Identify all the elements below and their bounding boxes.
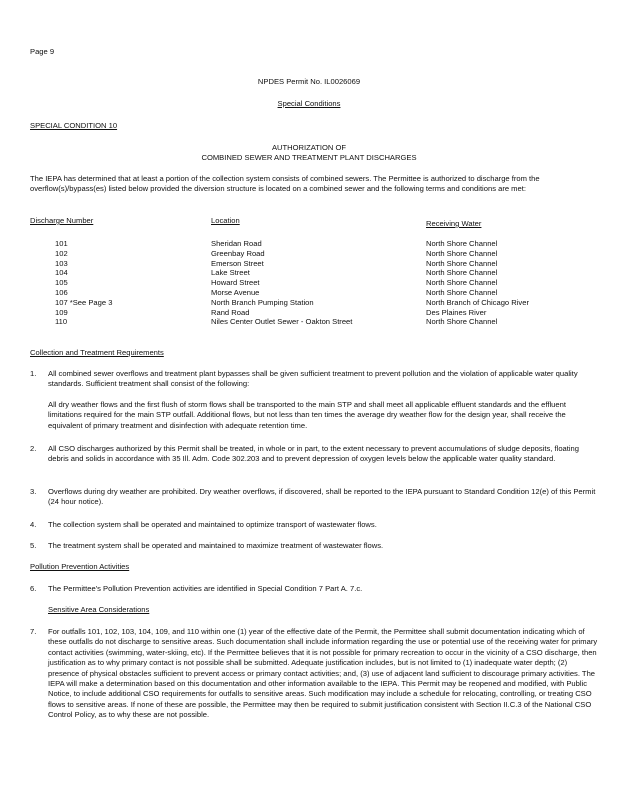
discharge-number-cell: 103 xyxy=(55,258,68,268)
intro-paragraph: The IEPA has determined that at least a portion of the collection system consists of combined sewers. The Permittee is authorized to discharge from the overflow(s)/bypass(es) listed below provided the diversion structure is located on a combined sewer and the following terms and conditions are met: xyxy=(30,174,540,194)
collection-treatment-heading: Collection and Treatment Requirements xyxy=(30,348,164,357)
permit-number: NPDES Permit No. IL0026069 xyxy=(257,77,361,86)
item-2-number: 2. xyxy=(30,444,37,453)
receiving-water-cell: North Shore Channel xyxy=(426,268,498,278)
receiving-water-cell: Des Plaines River xyxy=(426,307,487,317)
special-condition-number: SPECIAL CONDITION 10 xyxy=(30,121,118,130)
page-label: Page 9 xyxy=(30,47,55,56)
column-header-location: Location xyxy=(211,216,240,225)
item-7-number: 7. xyxy=(30,627,37,636)
column-header-receiving-water: Receiving Water xyxy=(426,219,482,228)
receiving-water-cell: North Shore Channel xyxy=(426,317,498,327)
item-7-text: For outfalls 101, 102, 103, 104, 109, and 110 within one (1) year of the effective date of the Permit, the Permittee shall submit documentation indicating which of these outfalls do not discharge to sensitive areas. Such documentation shall include information regarding the use or potential use of the receiving water for primary contact activities (swimming, water-skiing, etc). If the Permittee believes that it is not possible for primary recreation to occur in the vicinity of a CSO discharge, then justification as to why primary contact is not possible shall be submitted. Adequate justification includes, but is not limited to (1) inadequate water depth; (2) presence of physical obstacles sufficient to prevent access or primary contact activities; and, (3) use of adjacent land sufficient to discourage primary activities. The IEPA will make a determination based on this documentation and other information available to the IEPA. This Permit may be reopened and modified, with Public Notice, to include additional CSO requirements for outfalls to sensitive areas. Such modification may include a schedule for relocating, controlling, or treating CSO flows to sensitive areas. If none of these are possible, the Permittee may then be required to submit justification consistent with Section II.C.3 of the National CSO Control Policy, as to why these are not possible. xyxy=(48,627,598,720)
receiving-water-cell: North Shore Channel xyxy=(426,239,498,248)
column-header-discharge-number: Discharge Number xyxy=(30,216,94,225)
discharge-number-cell: 110 xyxy=(55,317,68,327)
item-2-text: All CSO discharges authorized by this Permit shall be treated, in whole or in part, to the extent necessary to prevent accumulations of sludge deposits, floating debris and solids in accordance with 35 Ill. Adm. Code 302.203 and to prevent depression of oxygen levels below the applicable water quality standard. xyxy=(48,444,580,464)
location-cell: Howard Street xyxy=(211,278,260,288)
location-cell: Rand Road xyxy=(211,307,250,317)
location-cell: Morse Avenue xyxy=(211,287,260,297)
authorization-title-line-2: COMBINED SEWER AND TREATMENT PLANT DISCHARGES xyxy=(201,153,417,162)
item-3-text: Overflows during dry weather are prohibited. Dry weather overflows, if discovered, shall be reported to the IEPA pursuant to Standard Condition 12(e) of this Permit (24 hour notice). xyxy=(48,487,596,507)
item-5-number: 5. xyxy=(30,541,37,550)
location-cell: Niles Center Outlet Sewer - Oakton Street xyxy=(211,317,353,327)
location-cell: Greenbay Road xyxy=(211,248,265,258)
item-5-text: The treatment system shall be operated and maintained to maximize treatment of wastewater flows. xyxy=(48,541,384,550)
table-row xyxy=(55,308,566,318)
table-row xyxy=(55,259,566,269)
location-cell: Sheridan Road xyxy=(211,239,262,248)
special-conditions-heading: Special Conditions xyxy=(277,99,341,108)
item-1-subparagraph: All dry weather flows and the first flush of storm flows shall be transported to the main STP and shall meet all applicable effluent standards and the effluent limitations required for the main STP outfall. Additional flows, but not less than ten times the average dry weather flow for the design year, shall receive the equivalent of primary treatment and disinfection with adequate retention time. xyxy=(48,400,566,430)
receiving-water-cell: North Shore Channel xyxy=(426,248,498,258)
item-4-number: 4. xyxy=(30,520,37,529)
receiving-water-cell: North Shore Channel xyxy=(426,287,498,297)
location-cell: Lake Street xyxy=(211,268,250,278)
authorization-title-line-1: AUTHORIZATION OF xyxy=(271,143,347,152)
item-3-number: 3. xyxy=(30,487,37,496)
table-row xyxy=(55,239,566,249)
receiving-water-cell: North Shore Channel xyxy=(426,258,498,268)
table-row xyxy=(55,278,566,288)
discharge-number-cell: 105 xyxy=(55,278,68,288)
discharge-number-cell: 104 xyxy=(55,268,68,278)
location-cell: Emerson Street xyxy=(211,258,264,268)
item-1-text: All combined sewer overflows and treatment plant bypasses shall be given sufficient treatment to prevent pollution and the violation of applicable water quality standards. Sufficient treatment shall consist of the following: xyxy=(48,369,578,389)
receiving-water-cell: North Branch of Chicago River xyxy=(426,297,529,307)
pollution-prevention-heading: Pollution Prevention Activities xyxy=(30,562,130,571)
table-row xyxy=(55,268,566,278)
table-row xyxy=(55,298,566,308)
location-cell: North Branch Pumping Station xyxy=(211,297,314,307)
discharge-table xyxy=(55,239,566,327)
discharge-number-cell: 109 xyxy=(55,307,68,317)
item-6-text: The Permittee's Pollution Prevention activities are identified in Special Condition 7 Part A. 7.c. xyxy=(48,584,363,593)
table-row xyxy=(55,249,566,259)
discharge-number-cell: 106 xyxy=(55,287,68,297)
discharge-number-cell: 102 xyxy=(55,248,68,258)
sensitive-area-heading: Sensitive Area Considerations xyxy=(48,605,150,614)
receiving-water-cell: North Shore Channel xyxy=(426,278,498,288)
discharge-number-cell: 101 xyxy=(55,239,68,248)
item-1-number: 1. xyxy=(30,369,37,378)
table-row xyxy=(55,288,566,298)
item-6-number: 6. xyxy=(30,584,37,593)
discharge-number-cell: 107 *See Page 3 xyxy=(55,297,113,307)
table-row xyxy=(55,317,566,327)
item-4-text: The collection system shall be operated and maintained to optimize transport of wastewater flows. xyxy=(48,520,377,529)
